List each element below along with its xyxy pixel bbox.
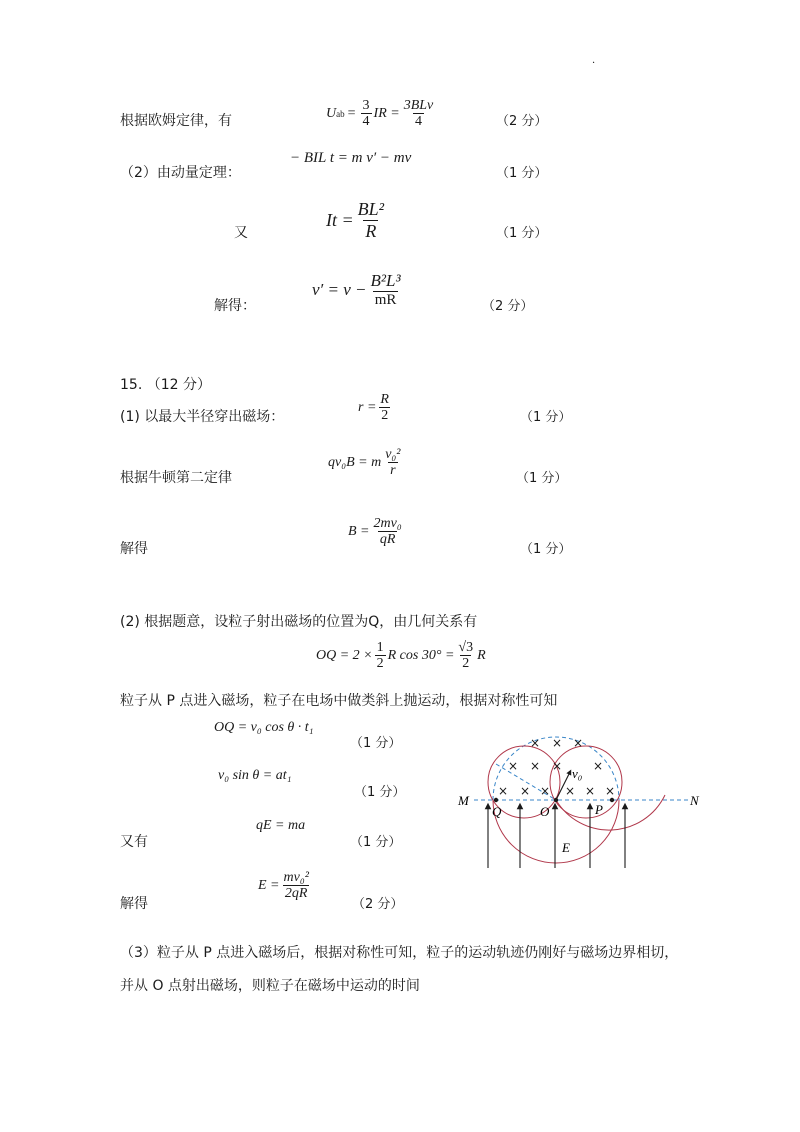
solveE-points: （2 分） <box>352 897 404 912</box>
part2-intro: (2) 根据题意，设粒子射出磁场的位置为Q，由几何关系有 <box>120 614 478 630</box>
r-points: （1 分） <box>520 410 572 425</box>
part3-line1: （3）粒子从 P 点进入磁场后，根据对称性可知，粒子的运动轨迹仍刚好与磁场边界相切， <box>120 945 679 961</box>
label-v0: v₀ <box>572 766 583 781</box>
solve1-points: （2 分） <box>482 299 534 314</box>
ohm-frac2: $\frac{\text{3BLv}}{4}$ <box>403 98 434 130</box>
ohm-label: 根据欧姆定律，有 <box>120 113 232 129</box>
r-frac: $\frac{R}{2}$ <box>380 392 389 424</box>
magnetic-field-diagram <box>448 722 714 872</box>
ohm-points: （2 分） <box>496 114 548 129</box>
label-O: O <box>540 804 550 819</box>
newton-formula <box>328 447 404 479</box>
oq-lhs: OQ = 2 × <box>316 648 373 664</box>
solveB-label: 解得 <box>120 541 148 557</box>
newton-frac: $\frac{\text{v₀²}}{r}$ <box>385 447 401 479</box>
cross-icon: × <box>551 759 563 773</box>
newton-label: 根据牛顿第二定律 <box>120 470 232 486</box>
part3-line2: 并从 O 点射出磁场，则粒子在磁场中运动的时间 <box>120 978 420 994</box>
cross-icon: × <box>604 784 616 798</box>
solve1-formula <box>312 272 405 309</box>
part2-symmetry: 粒子从 P 点进入磁场，粒子在电场中做类斜上抛运动，根据对称性可知 <box>120 693 558 709</box>
point-P <box>610 798 614 802</box>
also1-label: 又 <box>234 225 248 241</box>
oq-frac1: $\frac{1}{2}$ <box>376 640 384 672</box>
eq3-points: （1 分） <box>350 835 402 850</box>
ohm-mid: IR = <box>373 106 400 122</box>
cross-icon: × <box>507 759 519 773</box>
solveB-formula <box>348 516 406 548</box>
point-O <box>554 798 558 802</box>
oq-formula <box>316 640 486 672</box>
electric-field-arrows <box>488 806 625 868</box>
also1-frac: $\frac{\text{BL²}}{R}$ <box>357 199 385 241</box>
r-label: (1) 以最大半径穿出磁场： <box>120 409 285 425</box>
cross-icon: × <box>529 736 541 750</box>
solve1-lhs: v′ = v − <box>312 280 367 300</box>
question-15-title: 15. （12 分） <box>120 377 211 393</box>
cross-icon: × <box>539 784 551 798</box>
cross-icon: × <box>592 759 604 773</box>
newton-lhs: qv₀B = m <box>328 455 382 471</box>
r-formula <box>358 392 393 424</box>
also2-label: 又有 <box>120 834 148 850</box>
eq1-points: （1 分） <box>350 736 402 751</box>
eq2-points: （1 分） <box>354 785 406 800</box>
label-M: M <box>458 793 469 808</box>
ohm-frac1: $\frac{3}{4}$ <box>362 98 370 130</box>
field-crosses <box>498 736 615 798</box>
solveB-frac: $\frac{\text{2mv₀}}{qR}$ <box>373 516 402 548</box>
solveB-lhs: B = <box>348 524 370 540</box>
cross-icon: × <box>572 736 584 750</box>
eq1: OQ = v₀ cos θ · t₁ <box>214 720 314 735</box>
also1-lhs: It = <box>326 210 354 231</box>
cross-icon: × <box>564 784 576 798</box>
label-N: N <box>690 793 699 808</box>
eq3: qE = ma <box>256 818 306 833</box>
solveE-formula <box>258 870 313 902</box>
momentum-points: （1 分） <box>496 166 548 181</box>
also1-formula <box>326 200 388 241</box>
solveE-lhs: E = <box>258 878 280 894</box>
oq-frac2: $\frac{√3}{2}$ <box>458 640 474 672</box>
solve1-label: 解得： <box>214 298 256 314</box>
also1-points: （1 分） <box>496 226 548 241</box>
point-Q <box>494 798 498 802</box>
ohm-formula <box>326 98 437 130</box>
ohm-lhs: U <box>326 106 337 122</box>
solveE-frac: $\frac{\text{mv₀²}}{2qR}$ <box>283 870 309 902</box>
ohm-lhs-sub: ab <box>336 109 345 120</box>
cross-icon: × <box>519 784 531 798</box>
solveE-label: 解得 <box>120 896 148 912</box>
cross-icon: × <box>551 736 563 750</box>
solve1-frac: $\frac{\text{B²L³}}{mR}$ <box>370 271 401 308</box>
solveB-points: （1 分） <box>520 542 572 557</box>
corner-mark: · <box>592 58 596 69</box>
r-lhs: r = <box>358 400 377 416</box>
label-P: P <box>595 802 603 817</box>
momentum-label: （2）由动量定理： <box>120 165 241 181</box>
label-E: E <box>562 840 570 855</box>
cross-icon: × <box>529 759 541 773</box>
oq-end: R <box>477 648 486 664</box>
newton-points: （1 分） <box>516 471 568 486</box>
label-Q: Q <box>492 804 502 819</box>
ohm-eq: = <box>347 106 356 122</box>
oq-mid: R cos 30° = <box>387 648 455 664</box>
momentum-formula: − BIL t = m v′ − mv <box>290 150 412 166</box>
eq2: v₀ sin θ = at₁ <box>218 768 292 783</box>
cross-icon: × <box>584 784 596 798</box>
cross-icon: × <box>497 784 509 798</box>
